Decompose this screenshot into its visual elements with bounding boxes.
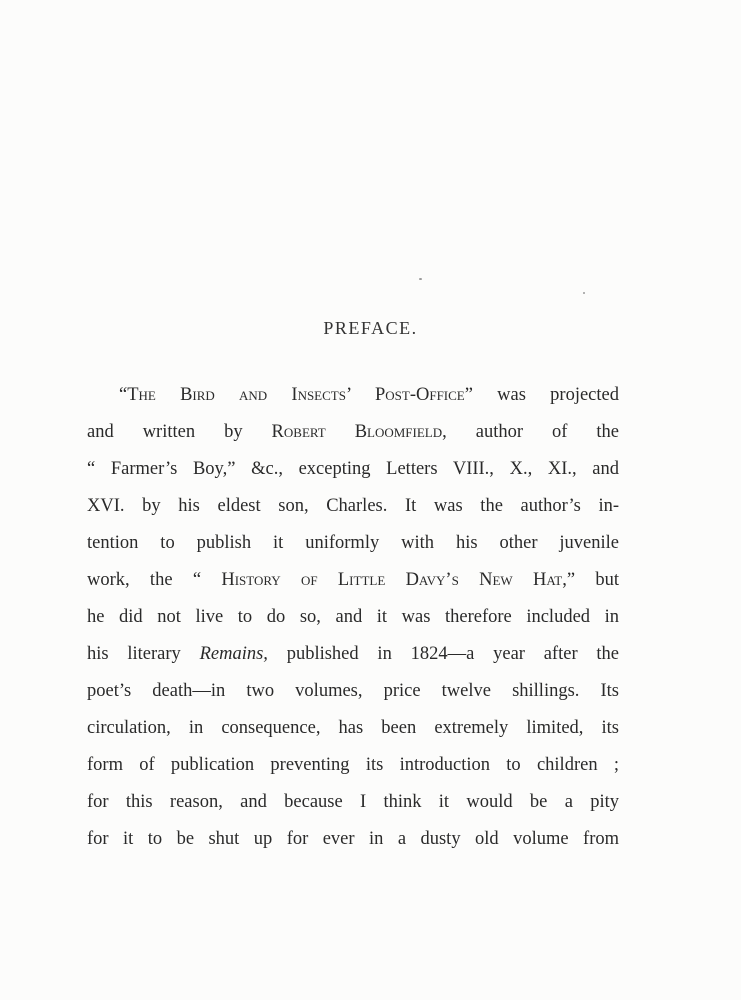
ink-speck <box>583 292 585 294</box>
preface-paragraph <box>87 380 619 861</box>
text-line: his literary Remains, published in 1824—a year after the <box>87 644 619 664</box>
small-caps-text: Robert Bloomfield, <box>271 422 447 442</box>
text-line: he did not live to do so, and it was therefore included in <box>87 607 619 627</box>
text-line: for it to be shut up for ever in a dusty old volume from <box>87 829 619 849</box>
italic-text: Remains, <box>199 644 268 664</box>
text-line: and written by Robert Bloomfield, author of the <box>87 422 619 442</box>
small-caps-text: History of Little Davy’s New Hat, <box>221 570 567 590</box>
text-line: work, the “ History of Little Davy’s New Hat,” but <box>87 570 619 590</box>
text-line: tention to publish it uniformly with his other juvenile <box>87 533 619 553</box>
text-line: form of publication preventing its introduction to children ; <box>87 755 619 775</box>
text-line: XVI. by his eldest son, Charles. It was the author’s in- <box>87 496 619 516</box>
ink-speck <box>419 278 422 280</box>
text-line: for this reason, and because I think it would be a pity <box>87 792 619 812</box>
text-line: “The Bird and Insects’ Post-Office” was projected <box>119 385 619 405</box>
small-caps-text: The Bird and Insects’ Post-Office <box>127 385 465 405</box>
text-line: poet’s death—in two volumes, price twelve shillings. Its <box>87 681 619 701</box>
page-title: PREFACE. <box>323 318 418 338</box>
text-line: circulation, in consequence, has been extremely limited, its <box>87 718 619 738</box>
text-line: “ Farmer’s Boy,” &c., excepting Letters VIII., X., XI., and <box>87 459 619 479</box>
